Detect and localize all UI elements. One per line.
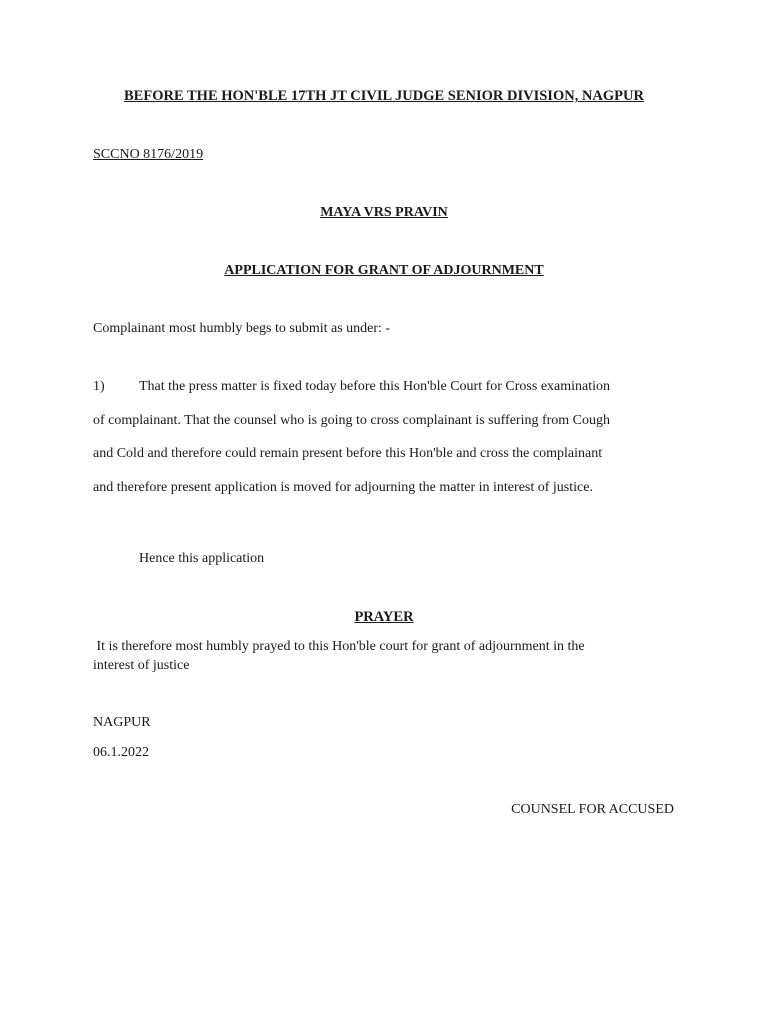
intro-text: Complainant most humbly begs to submit as under: - [93, 321, 391, 336]
place-text: NAGPUR [93, 715, 151, 730]
paragraph-line: of complainant. That the counsel who is going to cross complainant is suffering from Cough [93, 413, 611, 428]
case-parties: MAYA VRS PRAVIN [320, 205, 448, 220]
signature-text: COUNSEL FOR ACCUSED [511, 802, 674, 817]
paragraph-line: and therefore present application is moved for adjourning the matter in interest of justice. [93, 480, 593, 495]
paragraph-number: 1) [93, 379, 105, 394]
prayer-line: interest of justice [93, 658, 190, 673]
case-number: SCCNO 8176/2019 [93, 147, 204, 162]
prayer-line: It is therefore most humbly prayed to this Hon'ble court for grant of adjournment in the [93, 639, 585, 654]
hence-text: Hence this application [139, 551, 265, 566]
court-heading: BEFORE THE HON'BLE 17TH JT CIVIL JUDGE SENIOR DIVISION, NAGPUR [124, 88, 644, 104]
paragraph-line: That the press matter is fixed today before this Hon'ble Court for Cross examination [139, 379, 611, 394]
application-title: APPLICATION FOR GRANT OF ADJOURNMENT [224, 263, 544, 278]
date-text: 06.1.2022 [93, 745, 149, 760]
prayer-heading: PRAYER [354, 609, 414, 625]
paragraph-line: and Cold and therefore could remain present before this Hon'ble and cross the complainant [93, 446, 603, 461]
